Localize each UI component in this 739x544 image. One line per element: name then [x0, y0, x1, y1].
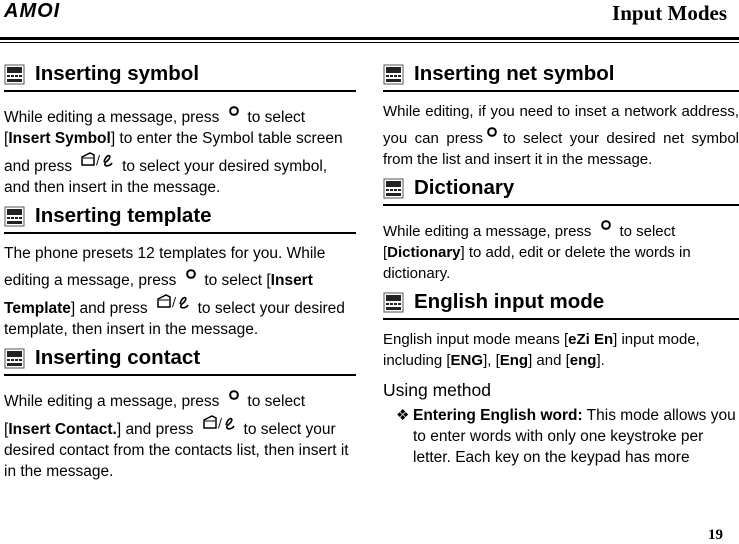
keyboard-icon	[383, 64, 404, 85]
body-text: to select your desired contact from the contacts list, then insert it in the message.	[4, 421, 349, 480]
subheading-using-method: Using method	[383, 380, 491, 400]
bullet-title: Entering English word:	[413, 407, 583, 424]
section-inserting-template	[4, 204, 356, 340]
section-inserting-net-symbol	[383, 62, 739, 170]
menu-option: Insert Template	[4, 272, 313, 317]
body-text: ] and press	[116, 421, 194, 438]
body-text: While editing a message, press	[4, 393, 220, 410]
section-inserting-symbol	[4, 62, 356, 198]
section-heading	[4, 204, 356, 234]
body-text: ] and [	[528, 352, 570, 369]
body-text: to select	[619, 223, 676, 240]
soft-key-icon	[156, 291, 190, 317]
section-heading	[4, 62, 356, 92]
body-text: ].	[596, 352, 605, 369]
mode-name: eng	[569, 352, 597, 369]
svg-text:/: /	[96, 153, 101, 167]
section-heading-text: Dictionary	[414, 176, 515, 199]
body-text: ] input mode, including [	[383, 331, 700, 369]
section-body	[383, 329, 739, 371]
body-text: English input mode means [	[383, 331, 569, 348]
keyboard-icon	[4, 206, 25, 227]
ok-key-icon	[186, 264, 196, 274]
keyboard-icon	[4, 348, 25, 369]
keyboard-icon	[383, 178, 404, 199]
right-column	[383, 62, 739, 468]
section-heading-text: Inserting template	[35, 204, 212, 227]
body-text: ], [	[483, 352, 500, 369]
section-body	[4, 243, 356, 340]
menu-option: Dictionary	[387, 244, 461, 261]
section-heading-text: Inserting symbol	[35, 62, 200, 85]
body-text: While editing a message, press	[4, 109, 220, 126]
soft-key-icon	[80, 149, 114, 175]
body-text: to select	[247, 393, 306, 410]
section-heading	[383, 176, 739, 206]
body-text: ] and press	[70, 300, 148, 317]
section-body	[383, 101, 739, 170]
section-heading	[383, 62, 739, 92]
mode-name: ENG	[450, 352, 484, 369]
ok-key-icon	[487, 122, 497, 132]
ok-key-icon	[229, 385, 239, 395]
body-text: While editing, if you need to inset a network address, you can press	[383, 103, 739, 147]
left-column	[4, 62, 356, 482]
svg-text:/: /	[171, 295, 176, 309]
chapter-title: Input Modes	[612, 1, 727, 25]
body-text: to select your desired symbol, and then insert in the message.	[4, 158, 328, 196]
section-heading-text: English input mode	[414, 290, 605, 313]
mode-name: eZi En	[568, 331, 614, 348]
ok-key-icon	[601, 215, 611, 225]
body-text: While editing a message, press	[383, 223, 592, 240]
section-heading	[4, 346, 356, 376]
menu-option: Insert Contact.	[8, 421, 117, 438]
body-text: to select	[247, 109, 306, 126]
bullet-text: This mode allows you to enter words with only one keystroke per letter. Each key on the keypad has more	[413, 407, 736, 466]
section-english-input-mode	[383, 290, 739, 468]
mode-name: Eng	[499, 352, 529, 369]
header-rule-thick	[0, 37, 739, 40]
body-text: to select [	[204, 272, 271, 289]
body-text: to select your desired net symbol from the list and insert it in the message.	[383, 130, 739, 168]
body-text: ] to enter the Symbol table screen and press	[4, 130, 343, 175]
svg-text:/: /	[217, 416, 222, 430]
section-dictionary	[383, 176, 739, 284]
page-number: 19	[708, 527, 723, 543]
section-heading	[383, 290, 739, 320]
keyboard-icon	[4, 64, 25, 85]
section-inserting-contact	[4, 346, 356, 482]
section-heading-text: Inserting net symbol	[414, 62, 615, 85]
section-body: While editing a message, press to select [Insert Contact.] and press / to select your desired contact from the contacts list, then insert it in the message.	[4, 385, 356, 482]
soft-key-icon	[202, 412, 236, 438]
section-body: While editing a message, press to select [Insert Symbol] to enter the Symbol table screen and press / to select your desired symbol, and then insert in the message.	[4, 101, 356, 198]
amoi-logo: AMOI	[4, 0, 61, 22]
body-text: ] to add, edit or delete the words in dictionary.	[383, 244, 691, 282]
section-heading-text: Inserting contact	[35, 346, 201, 369]
header-rule-thin	[0, 42, 739, 43]
diamond-bullet-icon: ❖	[396, 407, 410, 424]
body-text: to select your desired template, then insert in the message.	[4, 300, 345, 338]
keyboard-icon	[383, 292, 404, 313]
bullet-item	[396, 405, 739, 468]
section-body: While editing a message, press to select [Dictionary] to add, edit or delete the words in dictionary.	[383, 215, 739, 284]
menu-option: Insert Symbol	[8, 130, 111, 147]
ok-key-icon	[229, 101, 239, 111]
body-text: The phone presets 12 templates for you. While editing a message, press	[4, 245, 326, 289]
